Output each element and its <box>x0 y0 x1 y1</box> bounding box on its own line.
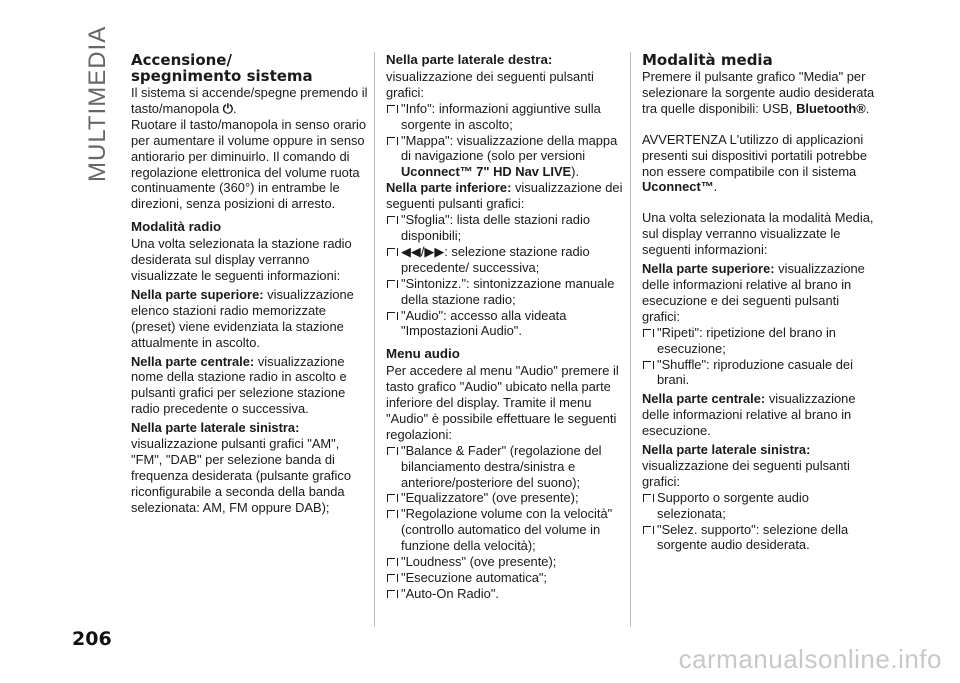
bullet-icon <box>387 280 395 288</box>
heading-media: Modalità media <box>642 51 773 69</box>
bullet-icon <box>387 590 395 598</box>
list-item: "Balance & Fader" (regolazione del bilanciamento destra/sinistra e anteriore/posteriore del suono); <box>386 443 624 491</box>
heading-audio-menu: Menu audio <box>386 346 460 362</box>
list-item: "Loudness" (ove presente); <box>386 554 624 570</box>
paragraph: Nella parte centrale: visualizzazione nome della stazione radio in ascolto e pulsanti grafici per selezione stazione radio precedente o successiva. <box>131 353 347 417</box>
paragraph: Premere il pulsante grafico "Media" per selezionare la sorgente audio desiderata tra quelle disponibili: USB, Bluetooth®. <box>642 69 875 116</box>
bullet-icon <box>643 361 651 369</box>
warning-paragraph: AVVERTENZA L'utilizzo di applicazioni presenti sui dispositivi portatili potrebbe non essere compatibile con il sistema Uconnect™. <box>642 131 867 195</box>
bullet-icon <box>387 558 395 566</box>
list-item: "Info": informazioni aggiuntive sulla sorgente in ascolto; <box>386 101 624 133</box>
column-1 <box>131 52 369 516</box>
bullet-icon <box>643 329 651 337</box>
bullet-icon <box>643 494 651 502</box>
paragraph: Una volta selezionata la modalità Media, sul display verranno visualizzate le seguenti informazioni: <box>642 210 874 258</box>
list-item: "Regolazione volume con la velocità" (controllo automatico del volume in funzione della velocità); <box>386 506 624 554</box>
paragraph: Nella parte inferiore: visualizzazione dei seguenti pulsanti grafici: <box>386 180 623 212</box>
bullet-icon <box>387 216 395 224</box>
section-title: MULTIMEDIA <box>84 25 111 182</box>
bullet-icon <box>643 526 651 534</box>
paragraph: Nella parte laterale sinistra: visualizzazione dei seguenti pulsanti grafici: <box>642 442 850 489</box>
paragraph: visualizzazione dei seguenti pulsanti grafici: <box>386 68 594 100</box>
list-item: "Selez. supporto": selezione della sorgente audio desiderata. <box>642 522 880 554</box>
paragraph: Nella parte superiore: visualizzazione delle informazioni relative al brano in esecuzione e dei seguenti pulsanti grafici: <box>642 261 865 324</box>
paragraph: Nella parte superiore: visualizzazione elenco stazioni radio memorizzate (preset) viene evidenziata la stazione attualmente in ascolto. <box>131 286 354 350</box>
bullet-icon <box>387 248 395 256</box>
paragraph: Il sistema si accende/spegne premendo il tasto/manopola ⏻. <box>131 85 368 116</box>
paragraph: Una volta selezionata la stazione radio desiderata sul display verranno visualizzate le seguenti informazioni: <box>131 236 352 283</box>
heading-power: Accensione/ spegnimento sistema <box>131 51 313 85</box>
bullet-icon <box>387 312 395 320</box>
watermark: carmanualsonline.info <box>678 644 942 674</box>
list-item: "Audio": accesso alla videata "Impostazioni Audio". <box>386 308 624 340</box>
prev-next-icon: ◀◀/▶▶ <box>401 243 445 259</box>
list-item: "Sintonizz.": sintonizzazione manuale della stazione radio; <box>386 276 624 308</box>
list-item: ◀◀/▶▶: selezione stazione radio precedente/ successiva; <box>386 244 624 276</box>
paragraph: Nella parte centrale: visualizzazione delle informazioni relative al brano in esecuzione. <box>642 391 856 439</box>
heading-right-side: Nella parte laterale destra: <box>386 52 553 67</box>
list-item: "Shuffle": riproduzione casuale dei brani. <box>642 357 880 389</box>
list-item: "Sfoglia": lista delle stazioni radio disponibili; <box>386 212 624 244</box>
power-icon: ⏻ <box>222 100 234 116</box>
bullet-icon <box>387 447 395 455</box>
list-item: "Auto-On Radio". <box>386 586 624 602</box>
page-number: 206 <box>72 628 112 650</box>
column-divider <box>630 52 631 627</box>
column-2 <box>386 52 624 602</box>
bullet-icon <box>387 510 395 518</box>
list-item: "Mappa": visualizzazione della mappa di navigazione (solo per versioni Uconnect™ 7" HD Nav LIVE). <box>386 133 624 181</box>
list-item: "Ripeti": ripetizione del brano in esecuzione; <box>642 325 880 357</box>
bullet-icon <box>387 494 395 502</box>
paragraph: Ruotare il tasto/manopola in senso orario per aumentare il volume oppure in senso antiorario per diminuirlo. Il comando di regolazione elettronica del volume ruota continuamente (360°) in entrambe le direzioni, senza posizioni di arresto. <box>131 116 367 212</box>
list-item: "Equalizzatore" (ove presente); <box>386 490 624 506</box>
bullet-icon <box>387 574 395 582</box>
column-divider <box>374 52 375 627</box>
paragraph: Per accedere al menu "Audio" premere il tasto grafico "Audio" ubicato nella parte inferiore del display. Tramite il menu "Audio" è possibile effettuare le seguenti regolazioni: <box>386 363 619 442</box>
paragraph: Nella parte laterale sinistra: visualizzazione pulsanti grafici "AM", "FM", "DAB" per selezione banda di frequenza desiderata (pulsante grafico riconfigurabile a seconda della banda selezionata: AM, FM oppure DAB); <box>131 420 351 515</box>
list-item: Supporto o sorgente audio selezionata; <box>642 490 880 522</box>
column-3 <box>642 52 880 553</box>
bullet-icon <box>387 137 395 145</box>
bullet-icon <box>387 105 395 113</box>
list-item: "Esecuzione automatica"; <box>386 570 624 586</box>
heading-radio: Modalità radio <box>131 219 222 235</box>
